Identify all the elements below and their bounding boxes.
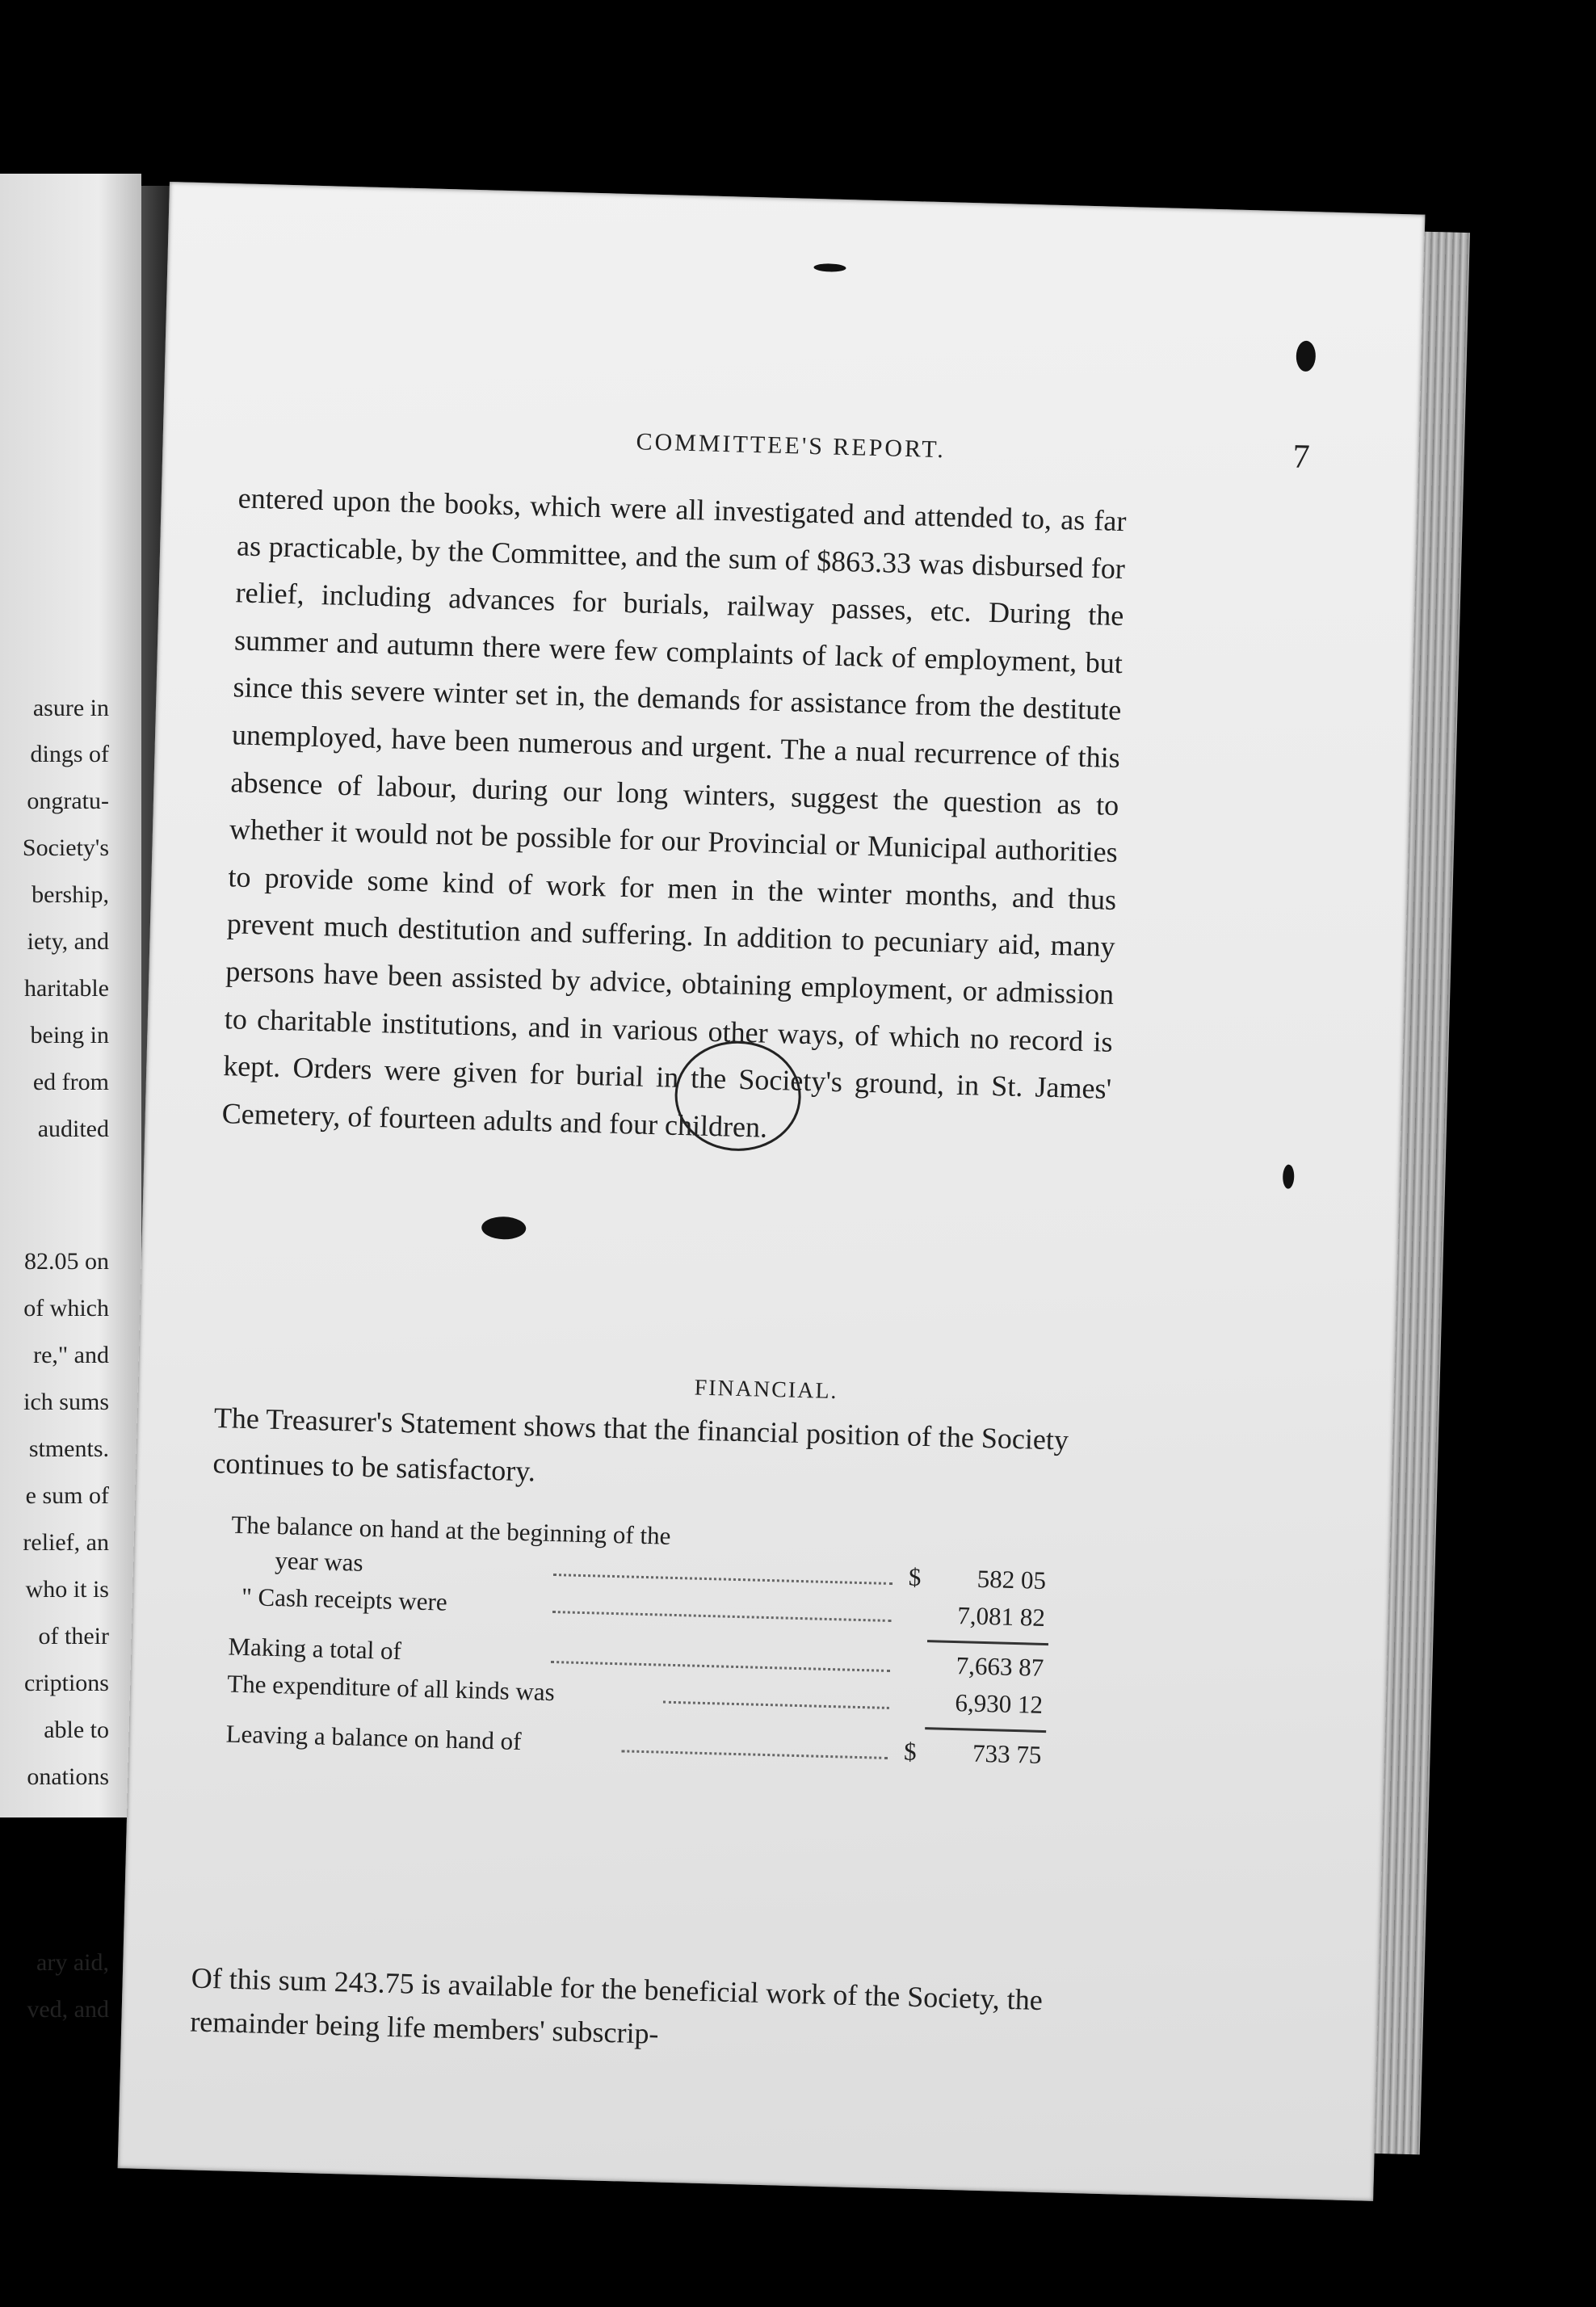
closing-paragraph: Of this sum 243.75 is available for the beneficial work of the Society, the remainder being life members' subscrip-: [189, 1961, 1044, 2050]
left-line: 82.05 on: [24, 1248, 109, 1275]
left-line: re," and: [33, 1342, 109, 1368]
ink-blot: [481, 1217, 527, 1240]
dot-leader: [551, 1661, 890, 1672]
statement-amount: 7,663 87: [956, 1651, 1044, 1682]
left-line: ongratu-: [27, 788, 109, 814]
left-line: onations: [27, 1763, 109, 1790]
currency-sign: $: [903, 1737, 918, 1766]
statement-label: " Cash receipts were: [241, 1582, 448, 1616]
currency-sign: $: [908, 1562, 922, 1591]
left-facing-page: [0, 174, 141, 2023]
left-line: asure in: [32, 695, 109, 721]
statement-label: Leaving a balance on hand of: [225, 1719, 522, 1756]
left-line: being in: [30, 1022, 109, 1048]
running-header: COMMITTEE'S REPORT.: [636, 428, 947, 464]
left-line: ary aid,: [36, 1949, 109, 1976]
treasurer-statement: [225, 1509, 1047, 1774]
main-page: [118, 182, 1426, 2201]
section-title: FINANCIAL.: [694, 1375, 838, 1405]
page-number: 7: [1292, 438, 1311, 477]
dot-leader: [663, 1701, 889, 1709]
financial-intro: The Treasurer's Statement shows that the financial position of the Society continues to be satisfactory.: [212, 1401, 1069, 1488]
left-line: dings of: [30, 741, 109, 767]
left-line: ich sums: [23, 1389, 109, 1415]
left-line: haritable: [24, 975, 109, 1002]
ink-blot: [813, 263, 846, 272]
statement-amount: 733 75: [972, 1738, 1042, 1769]
statement-amount: 7,081 82: [956, 1601, 1046, 1632]
left-line: stments.: [28, 1435, 109, 1462]
statement-amount: 6,930 12: [955, 1688, 1044, 1719]
left-line: Society's: [22, 834, 109, 861]
left-line: audited: [37, 1116, 109, 1142]
left-line: bership,: [32, 881, 109, 908]
statement-amount: 582 05: [976, 1564, 1047, 1595]
statement-label: The balance on hand at the beginning of the: [231, 1510, 671, 1550]
left-line: who it is: [25, 1576, 109, 1603]
left-line: ed from: [32, 1069, 109, 1095]
ink-blot: [1283, 1165, 1295, 1189]
dot-leader: [552, 1611, 892, 1622]
statement-label: year was: [274, 1546, 364, 1577]
body-paragraph: entered upon the books, which were all investigated and attended to, as far as practicable, by the Committee, and the sum of $863.33 was disbursed for relief, including advances for burials, railway passes, etc. During the summer and autumn there were few complaints of lack of employment, but since this severe winter set in, the demands for assistance from the destitute unemployed, have been numerous and urgent. The a nual recurrence of this absence of labour, during our long winters, suggest the question as to whether it would not be possible for our Provincial or Municipal authorities to provide some kind of work for men in the winter months, and thus prevent much destitution and suffering. In addition to pecuniary aid, many persons have been assisted by advice, obtaining employment, or admission to charitable institutions, and in various other ways, of which no record is kept. Orders were given for burial in the Society's ground, in St. James' Cemetery, of fourteen adults and four children.: [221, 481, 1127, 1144]
left-line: of which: [23, 1295, 109, 1322]
ink-blot: [1296, 341, 1316, 372]
left-line: relief, an: [23, 1529, 109, 1556]
dot-leader: [621, 1750, 888, 1759]
left-line: of their: [38, 1623, 109, 1649]
left-line: e sum of: [25, 1482, 109, 1509]
left-line: able to: [44, 1717, 109, 1743]
left-line: iety, and: [27, 928, 109, 955]
statement-label: The expenditure of all kinds was: [226, 1669, 556, 1707]
statement-label: Making a total of: [228, 1632, 402, 1666]
dot-leader: [553, 1574, 892, 1585]
left-line: criptions: [24, 1670, 109, 1696]
left-line: ved, and: [27, 1996, 109, 2023]
